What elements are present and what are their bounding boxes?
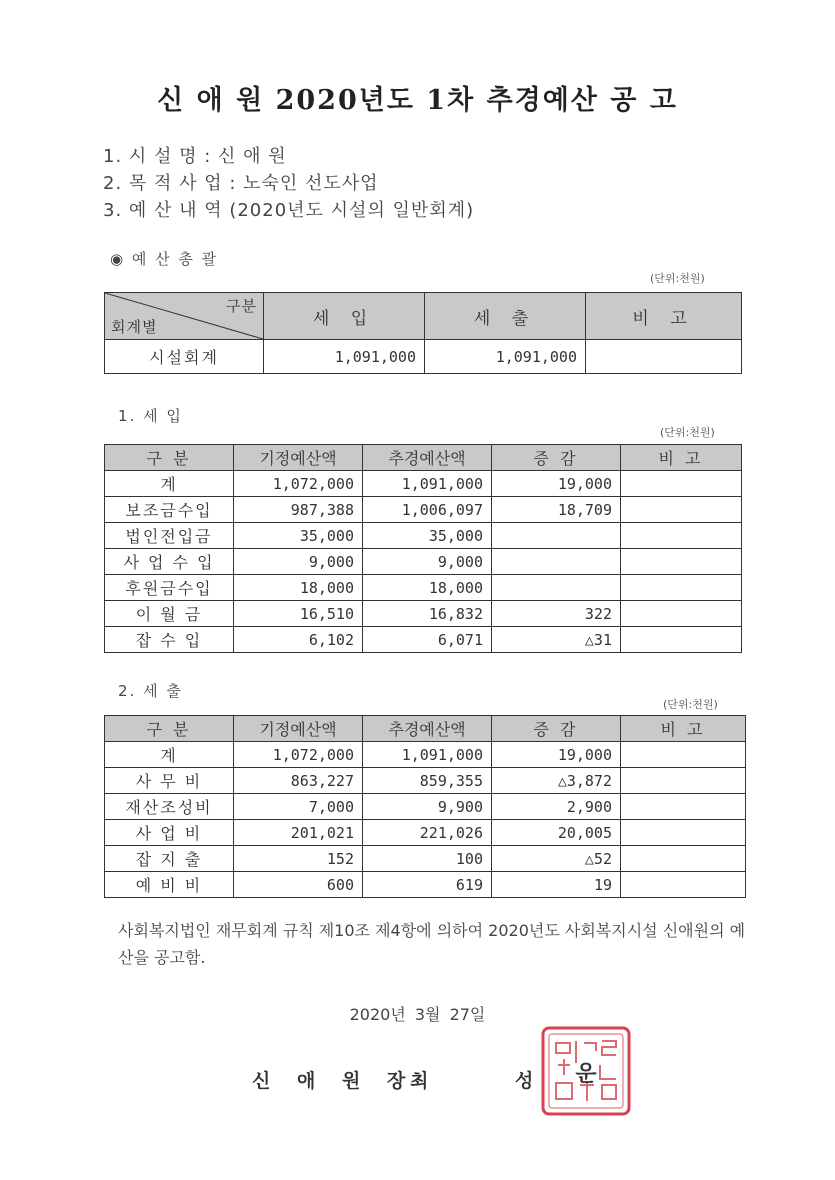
cell-original: 7,000	[234, 794, 363, 820]
seal-char: 운	[575, 1061, 597, 1087]
cell-note	[621, 820, 746, 846]
income-header: 구 분	[105, 445, 234, 471]
cell-change	[492, 549, 621, 575]
cell-note	[621, 846, 746, 872]
expense-header: 비 고	[621, 716, 746, 742]
row-label: 사 업 수 입	[105, 549, 234, 575]
expense-header: 기정예산액	[234, 716, 363, 742]
summary-heading: ◉ 예 산 총 괄	[110, 250, 219, 268]
row-label: 계	[105, 471, 234, 497]
row-label: 계	[105, 742, 234, 768]
cell-revised: 1,091,000	[363, 742, 492, 768]
cell-original: 18,000	[234, 575, 363, 601]
cell-original: 16,510	[234, 601, 363, 627]
info-facility: 1. 시 설 명 : 신 애 원	[103, 146, 287, 167]
cell-revised: 619	[363, 872, 492, 898]
income-heading: 1. 세 입	[118, 407, 183, 425]
corner-label-bottom: 회계별	[111, 318, 158, 336]
cell-note	[621, 497, 742, 523]
cell-revised: 9,900	[363, 794, 492, 820]
cell-change	[492, 523, 621, 549]
row-label: 법인전입금	[105, 523, 234, 549]
income-header: 추경예산액	[363, 445, 492, 471]
income-table	[104, 444, 742, 653]
cell-original: 600	[234, 872, 363, 898]
expense-header: 추경예산액	[363, 716, 492, 742]
cell-change: 20,005	[492, 820, 621, 846]
cell-change: 322	[492, 601, 621, 627]
income-header: 기정예산액	[234, 445, 363, 471]
table-row	[105, 846, 746, 872]
document-title: 신 애 원 2020년도 1차 추경예산 공 고	[157, 85, 678, 116]
table-row	[105, 471, 742, 497]
income-unit: (단위:천원)	[660, 426, 715, 439]
row-label: 사 무 비	[105, 768, 234, 794]
notice-date: 2020년 3월 27일	[349, 1005, 486, 1024]
table-row	[105, 872, 746, 898]
expense-table	[104, 715, 746, 898]
cell-revised: 1,006,097	[363, 497, 492, 523]
summary-unit: (단위:천원)	[650, 272, 705, 285]
cell-note	[621, 742, 746, 768]
table-row	[105, 523, 742, 549]
cell-original: 987,388	[234, 497, 363, 523]
cell-note	[621, 601, 742, 627]
cell-revised: 221,026	[363, 820, 492, 846]
table-row	[105, 627, 742, 653]
cell-note	[621, 471, 742, 497]
cell-change: 19	[492, 872, 621, 898]
table-row	[105, 742, 746, 768]
expense-unit: (단위:천원)	[663, 698, 718, 711]
table-row	[105, 820, 746, 846]
corner-label-top: 구분	[226, 297, 257, 315]
cell-original: 6,102	[234, 627, 363, 653]
cell-original: 201,021	[234, 820, 363, 846]
cell-change: △31	[492, 627, 621, 653]
cell-note	[621, 768, 746, 794]
cell-note	[621, 794, 746, 820]
table-row	[105, 601, 742, 627]
expense-header: 증 감	[492, 716, 621, 742]
summary-row-income: 1,091,000	[264, 340, 425, 374]
cell-change	[492, 575, 621, 601]
table-row	[105, 794, 746, 820]
cell-original: 152	[234, 846, 363, 872]
notice-text: 사회복지법인 재무회계 규칙 제10조 제4항에 의하여 2020년도 사회복지시설 신애원의 예산을 공고함.	[118, 921, 746, 967]
cell-revised: 6,071	[363, 627, 492, 653]
row-label: 재산조성비	[105, 794, 234, 820]
cell-revised: 1,091,000	[363, 471, 492, 497]
cell-original: 863,227	[234, 768, 363, 794]
cell-revised: 16,832	[363, 601, 492, 627]
summary-row-label: 시설회계	[105, 340, 264, 374]
cell-revised: 35,000	[363, 523, 492, 549]
cell-original: 1,072,000	[234, 742, 363, 768]
summary-table	[104, 292, 742, 374]
table-row	[105, 575, 742, 601]
info-purpose: 2. 목 적 사 업 : 노숙인 선도사업	[103, 173, 379, 194]
signer-name: 최 성	[410, 1070, 574, 1092]
table-row	[105, 497, 742, 523]
cell-note	[621, 627, 742, 653]
cell-original: 9,000	[234, 549, 363, 575]
summary-row-expense: 1,091,000	[425, 340, 586, 374]
row-label: 이 월 금	[105, 601, 234, 627]
cell-change: 18,709	[492, 497, 621, 523]
summary-corner-cell	[105, 293, 264, 340]
summary-row-note	[586, 340, 742, 374]
summary-row	[105, 340, 742, 374]
summary-header-note: 비 고	[586, 293, 742, 340]
row-label: 예 비 비	[105, 872, 234, 898]
row-label: 잡 지 출	[105, 846, 234, 872]
cell-original: 35,000	[234, 523, 363, 549]
official-seal-stamp	[540, 1025, 632, 1117]
row-label: 사 업 비	[105, 820, 234, 846]
cell-change: 2,900	[492, 794, 621, 820]
cell-change: △52	[492, 846, 621, 872]
cell-original: 1,072,000	[234, 471, 363, 497]
table-row	[105, 549, 742, 575]
summary-header-income: 세 입	[264, 293, 425, 340]
cell-note	[621, 872, 746, 898]
cell-change: 19,000	[492, 742, 621, 768]
info-budget: 3. 예 산 내 역 (2020년도 시설의 일반회계)	[103, 200, 475, 221]
cell-revised: 9,000	[363, 549, 492, 575]
income-header: 증 감	[492, 445, 621, 471]
cell-note	[621, 523, 742, 549]
signer-position: 신 애 원 장	[252, 1070, 416, 1092]
cell-note	[621, 575, 742, 601]
row-label: 후원금수입	[105, 575, 234, 601]
cell-revised: 859,355	[363, 768, 492, 794]
table-row	[105, 768, 746, 794]
summary-header-expense: 세 출	[425, 293, 586, 340]
row-label: 보조금수입	[105, 497, 234, 523]
cell-change: 19,000	[492, 471, 621, 497]
expense-header: 구 분	[105, 716, 234, 742]
expense-heading: 2. 세 출	[118, 682, 183, 700]
cell-revised: 18,000	[363, 575, 492, 601]
row-label: 잡 수 입	[105, 627, 234, 653]
cell-change: △3,872	[492, 768, 621, 794]
cell-note	[621, 549, 742, 575]
cell-revised: 100	[363, 846, 492, 872]
income-header: 비 고	[621, 445, 742, 471]
